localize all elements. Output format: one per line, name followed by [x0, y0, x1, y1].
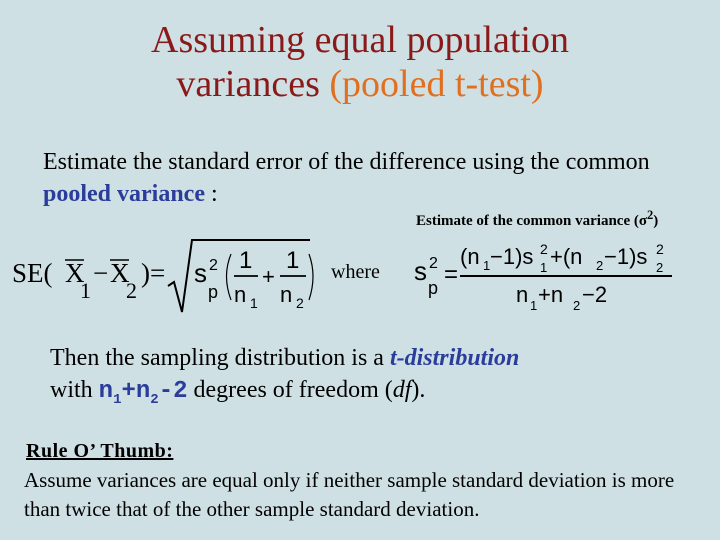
estimate-label [416, 208, 658, 230]
then-line-1 [50, 342, 690, 374]
se-rhs: )= [141, 258, 166, 288]
sampling-distribution-paragraph [50, 342, 690, 416]
then-text-2: with [50, 377, 99, 403]
lhs-s: s [414, 256, 427, 286]
estimate-label-close: ) [653, 213, 659, 229]
sp-sq: 2 [209, 257, 218, 274]
num-s-sub2: 2 [656, 260, 664, 275]
then-text-4: ). [411, 377, 426, 403]
den-plus-n: +n [538, 282, 564, 307]
title-line-2-text: variances [176, 63, 330, 105]
intro-text-2: : [205, 181, 218, 207]
frac2-num: 1 [286, 247, 300, 274]
se-sub2: 2 [126, 278, 137, 303]
slide-title [0, 18, 720, 106]
then-line-2 [50, 374, 690, 416]
title-line-1: Assuming equal population [151, 19, 569, 61]
rule-title: Rule O’ Thumb: [26, 440, 174, 462]
pooled-variance-formula [410, 240, 680, 320]
df-n1: n [98, 378, 114, 405]
t-distribution-term: t-distribution [389, 345, 520, 371]
se-sub1: 1 [80, 278, 91, 303]
lhs-p: p [428, 278, 439, 298]
frac1-den-sub: 1 [250, 295, 258, 311]
rule-text: Assume variances are equal only if neither sample standard deviation is more than twice that of the other sample standard deviation. [24, 468, 675, 521]
df-italic: df [392, 377, 412, 403]
sp-p: p [208, 282, 219, 302]
num-minus1a: −1)s [490, 244, 534, 269]
intro-text-1: Estimate the standard error of the difference using the common [43, 149, 650, 175]
title-line-2 [0, 62, 720, 106]
then-text-3: degrees of freedom ( [187, 377, 393, 403]
num-s-sub1: 1 [540, 260, 548, 275]
den-minus2: −2 [582, 282, 608, 307]
title-highlight: (pooled t-test) [329, 63, 544, 105]
den-n: n [516, 282, 529, 307]
num-minus1b: −1)s [604, 244, 648, 269]
num-sq1: 2 [540, 241, 548, 257]
frac1-num: 1 [239, 247, 253, 274]
num-sq2: 2 [656, 241, 664, 257]
df-expression [98, 378, 188, 408]
se-lhs: SE( [12, 258, 53, 288]
intro-paragraph [43, 146, 703, 210]
den-sub1: 1 [530, 298, 538, 313]
frac2-den-sub: 2 [296, 295, 304, 311]
se-minus: − [93, 258, 109, 288]
se-x2: X [110, 258, 130, 288]
sigma-symbol: σ [638, 213, 648, 229]
left-paren [227, 254, 232, 300]
se-x1: X [65, 258, 85, 288]
frac-plus: + [262, 264, 275, 289]
num-open: (n [460, 244, 480, 269]
sigma-exponent: 2 [647, 208, 654, 222]
where-label: where [331, 261, 380, 283]
standard-error-formula [10, 236, 320, 316]
df-sub2: 2 [150, 391, 159, 408]
pooled-variance-term: pooled variance [43, 181, 205, 207]
df-plus: +n [121, 378, 151, 405]
num-sub1: 1 [483, 258, 491, 273]
then-text-1: Then the sampling distribution is a [50, 345, 390, 371]
num-plus: +(n [550, 244, 583, 269]
frac2-den: n [280, 282, 293, 307]
equals: = [444, 261, 459, 288]
df-end: -2 [158, 378, 188, 405]
num-sub2: 2 [596, 258, 604, 273]
right-paren [309, 254, 313, 300]
df-sub1: 1 [113, 391, 122, 408]
den-sub2: 2 [573, 298, 581, 313]
sp-s: s [194, 258, 207, 288]
frac1-den: n [234, 282, 247, 307]
estimate-label-text: Estimate of the common variance ( [416, 213, 639, 229]
lhs-sq: 2 [429, 255, 438, 272]
